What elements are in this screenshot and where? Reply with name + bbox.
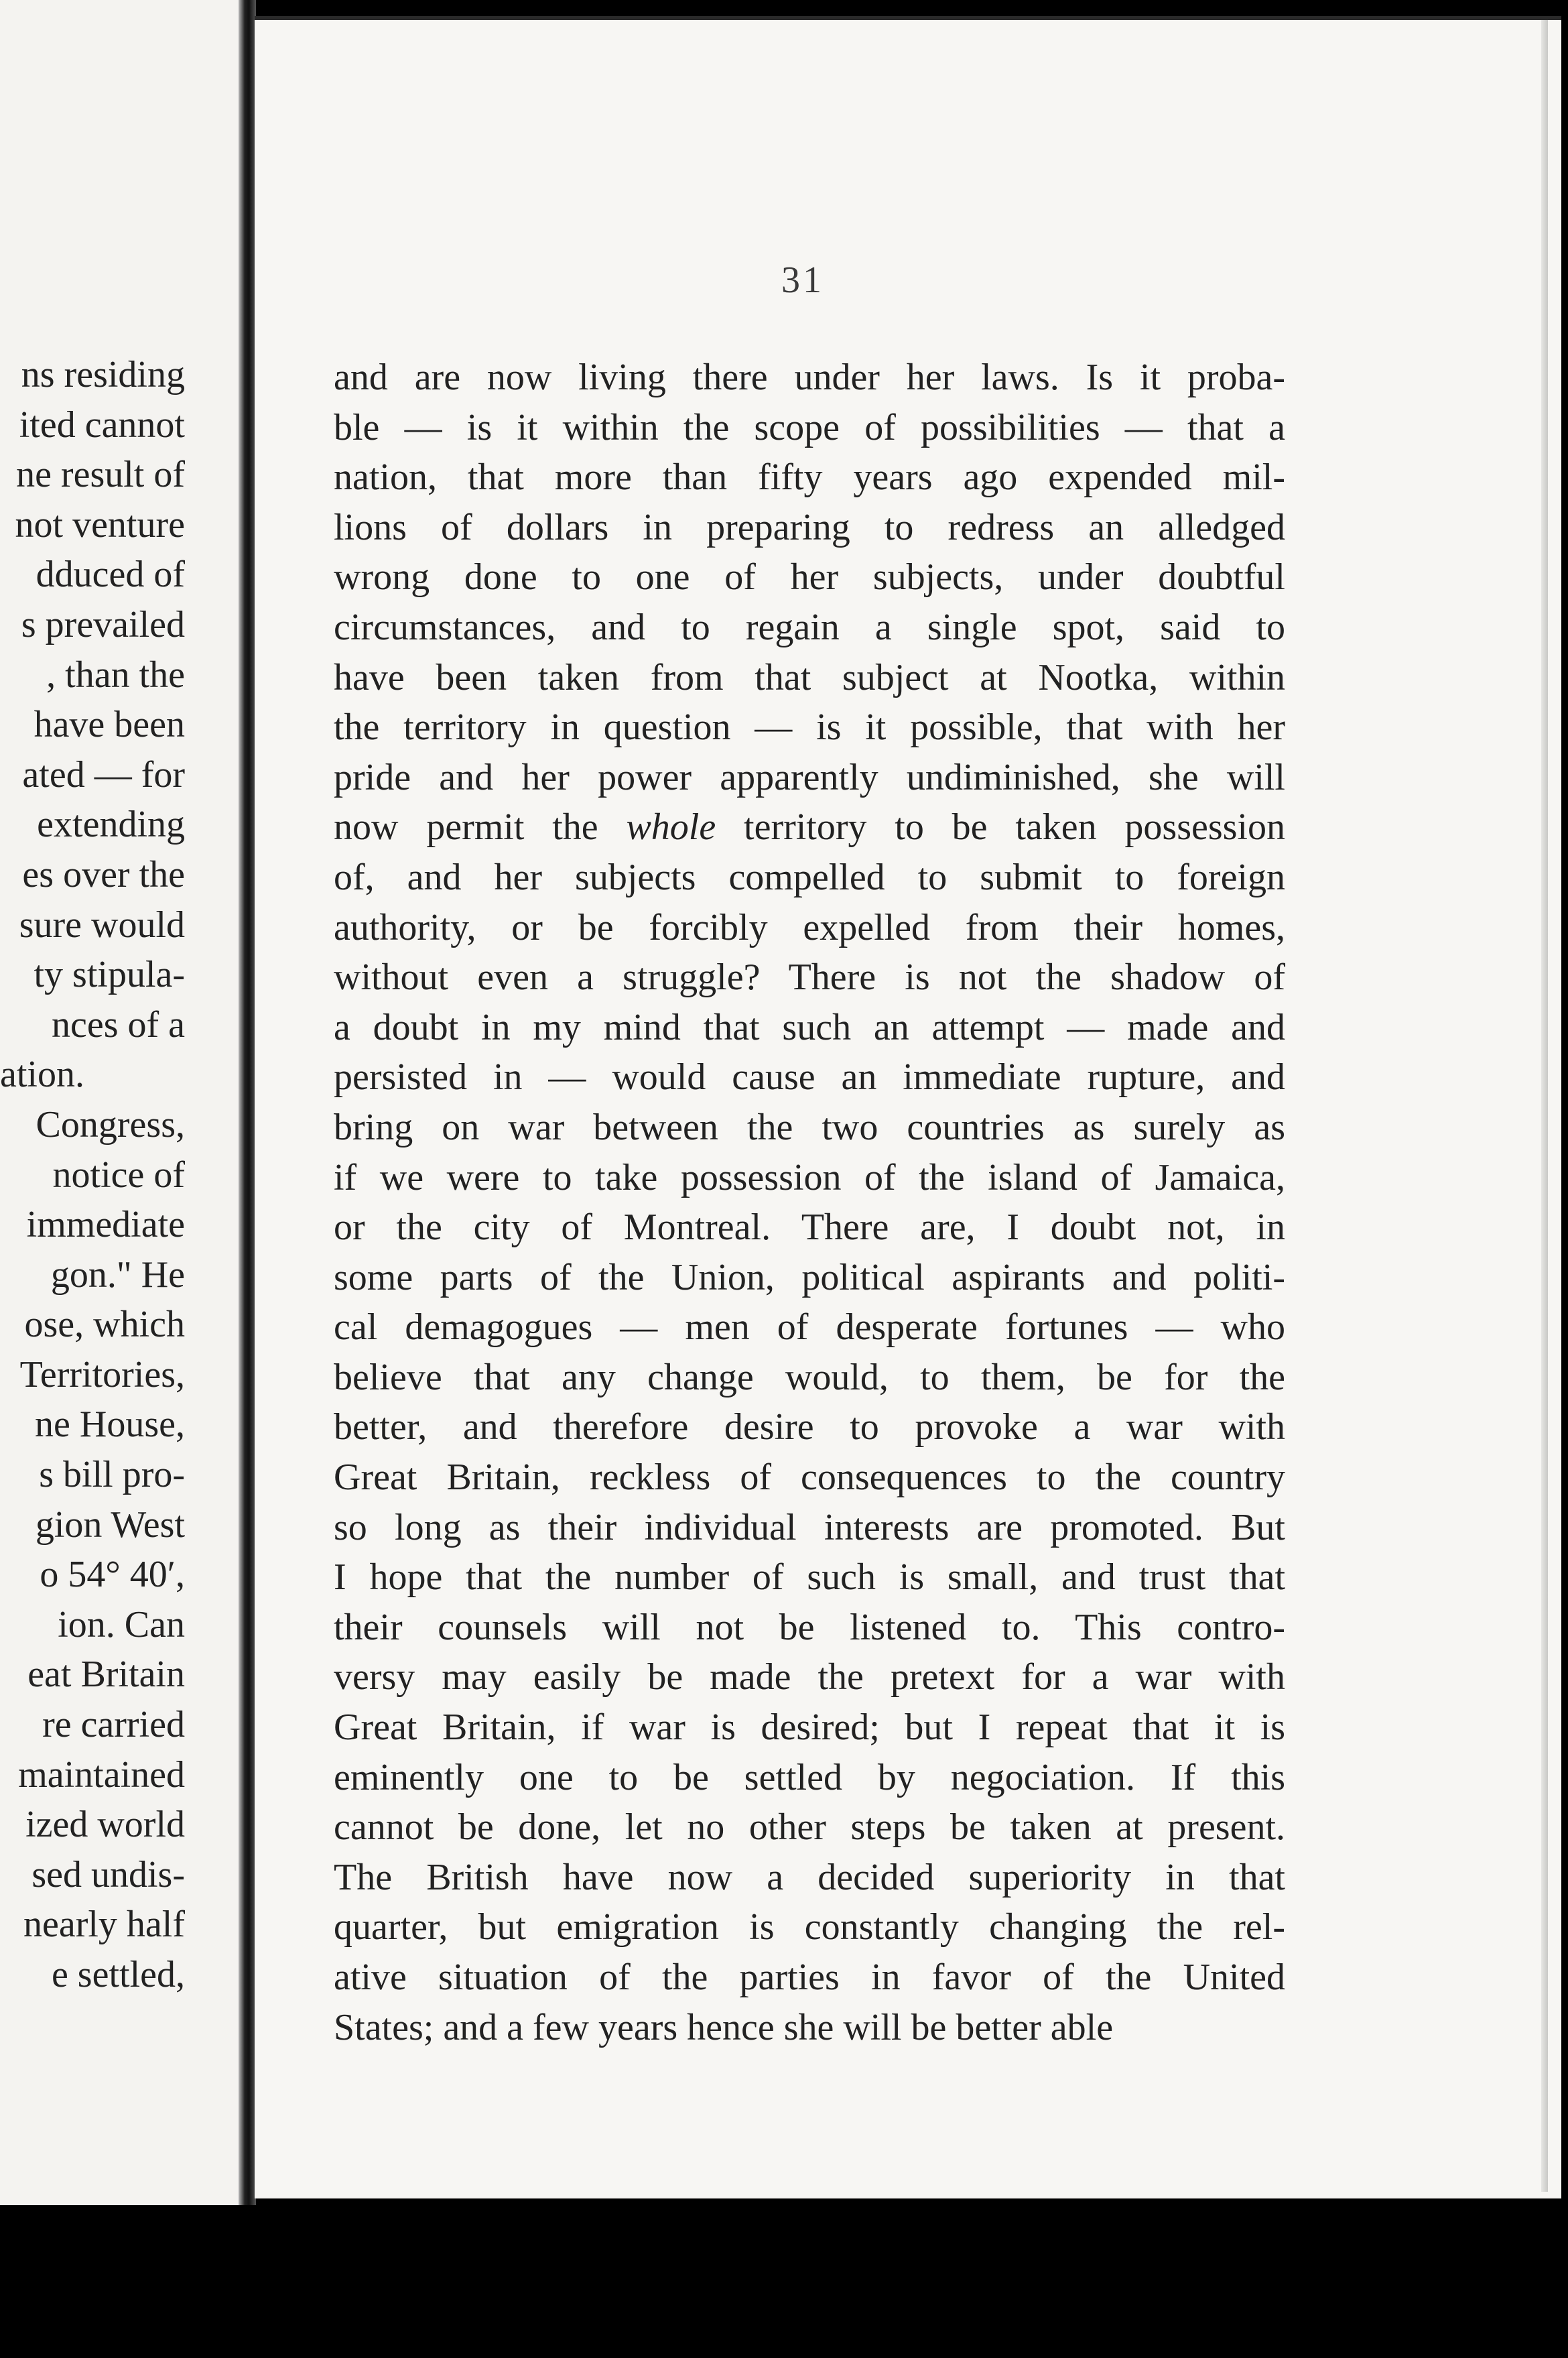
text-line: better, and therefore desire to provoke a war with: [334, 1406, 1285, 1448]
left-text-line: maintained: [18, 1753, 185, 1796]
text-line: their counsels will not be listened to. This contro-: [334, 1606, 1285, 1648]
left-text-line: ns residing: [21, 354, 185, 395]
text-line: cannot be done, let no other steps be taken at present.: [334, 1806, 1285, 1849]
left-text-line: re carried: [42, 1704, 185, 1746]
text-line: pride and her power apparently undiminished, she will: [334, 756, 1285, 798]
text-line: The British have now a decided superiority in that: [334, 1856, 1285, 1898]
text-line: the territory in question — is it possible, that with her: [334, 706, 1285, 749]
left-text-line: ose, which: [24, 1304, 185, 1346]
text-line: persisted in — would cause an immediate rupture, and: [334, 1056, 1285, 1099]
text-line: or the city of Montreal. There are, I doubt not, in: [334, 1206, 1285, 1249]
left-text-line: not venture: [15, 503, 185, 546]
left-text-line: gon." He: [50, 1253, 185, 1296]
left-text-line: eat Britain: [27, 1654, 185, 1696]
text-line: bring on war between the two countries as surely as: [334, 1106, 1285, 1148]
text-line: versy may easily be made the pretext for a war with: [334, 1656, 1285, 1698]
text-line: quarter, but emigration is constantly changing the rel-: [334, 1906, 1285, 1948]
text-line: some parts of the Union, political aspirants and politi-: [334, 1256, 1285, 1298]
text-line: I hope that the number of such is small, and trust that: [334, 1556, 1285, 1599]
text-line: Great Britain, if war is desired; but I repeat that it is: [334, 1707, 1285, 1749]
left-text-line: ation.: [0, 1054, 84, 1096]
text-line: ative situation of the parties in favor of the United: [334, 1957, 1285, 1998]
left-text-line: nearly half: [23, 1904, 185, 1946]
left-text-line: s prevailed: [21, 603, 185, 645]
text-line: so long as their individual interests are promoted. But: [334, 1506, 1285, 1548]
left-text-line: immediate: [26, 1204, 185, 1246]
left-text-line: Territories,: [19, 1353, 185, 1395]
left-text-line: ne result of: [16, 454, 185, 496]
left-text-line: ized world: [25, 1804, 185, 1846]
left-text-line: ne House,: [35, 1404, 185, 1446]
scan-background-bottom: [0, 2205, 1568, 2358]
left-text-line: ated — for: [22, 753, 185, 796]
left-text-line: e settled,: [51, 1954, 185, 1995]
text-line: eminently one to be settled by negociation. If this: [334, 1756, 1285, 1798]
text-line: authority, or be forcibly expelled from their homes,: [334, 906, 1285, 948]
text-line: nation, that more than fifty years ago expended mil-: [334, 456, 1285, 499]
text-line: believe that any change would, to them, be for the: [334, 1356, 1285, 1398]
left-text-line: s bill pro-: [39, 1454, 185, 1496]
text-line: circumstances, and to regain a single spot, said to: [334, 606, 1285, 648]
left-text-line: ion. Can: [58, 1603, 185, 1646]
book-gutter: [239, 0, 256, 2358]
left-text-line: ty stipula-: [34, 954, 185, 996]
emphasis-word: whole: [626, 806, 716, 849]
text-line: wrong done to one of her subjects, under doubtful: [334, 556, 1285, 599]
text-line: cal demagogues — men of desperate fortunes — who: [334, 1306, 1285, 1349]
text-line: without even a struggle? There is not the shadow of: [334, 956, 1285, 999]
left-page-text: [0, 350, 239, 2000]
left-text-line: ited cannot: [19, 404, 185, 446]
left-text-line: gion West: [35, 1503, 185, 1546]
left-text-line: Congress,: [36, 1103, 185, 1145]
left-text-line: notice of: [52, 1154, 185, 1196]
left-text-line: sed undis-: [31, 1853, 185, 1896]
left-text-line: nces of a: [51, 1003, 185, 1046]
text-line: of, and her subjects compelled to submit to foreign: [334, 856, 1285, 898]
left-text-line: sure would: [19, 904, 185, 946]
body-text: [334, 353, 1285, 2052]
left-text-line: o 54° 40′,: [40, 1554, 185, 1596]
text-line: ble — is it within the scope of possibilities — that a: [334, 406, 1285, 448]
left-page: [0, 0, 243, 2358]
text-line: if we were to take possession of the island of Jamaica,: [334, 1156, 1285, 1198]
left-text-line: have been: [34, 704, 185, 746]
text-line: a doubt in my mind that such an attempt — made and: [334, 1006, 1285, 1048]
left-text-line: extending: [37, 804, 185, 846]
text-line: States; and a few years hence she will be better able: [334, 2006, 1114, 2048]
left-text-line: es over the: [22, 853, 185, 895]
page-number: 31: [781, 259, 824, 301]
text-line: lions of dollars in preparing to redress an alledged: [334, 506, 1285, 548]
text-line: now permit the whole territory to be taken possession: [334, 806, 1285, 849]
left-text-line: , than the: [46, 654, 185, 696]
text-line: Great Britain, reckless of consequences to the country: [334, 1456, 1285, 1499]
text-line: and are now living there under her laws. Is it proba-: [334, 357, 1285, 398]
text-line: have been taken from that subject at Nootka, within: [334, 656, 1285, 698]
page-edge-shadow: [1541, 20, 1548, 2192]
left-text-line: dduced of: [36, 554, 185, 596]
